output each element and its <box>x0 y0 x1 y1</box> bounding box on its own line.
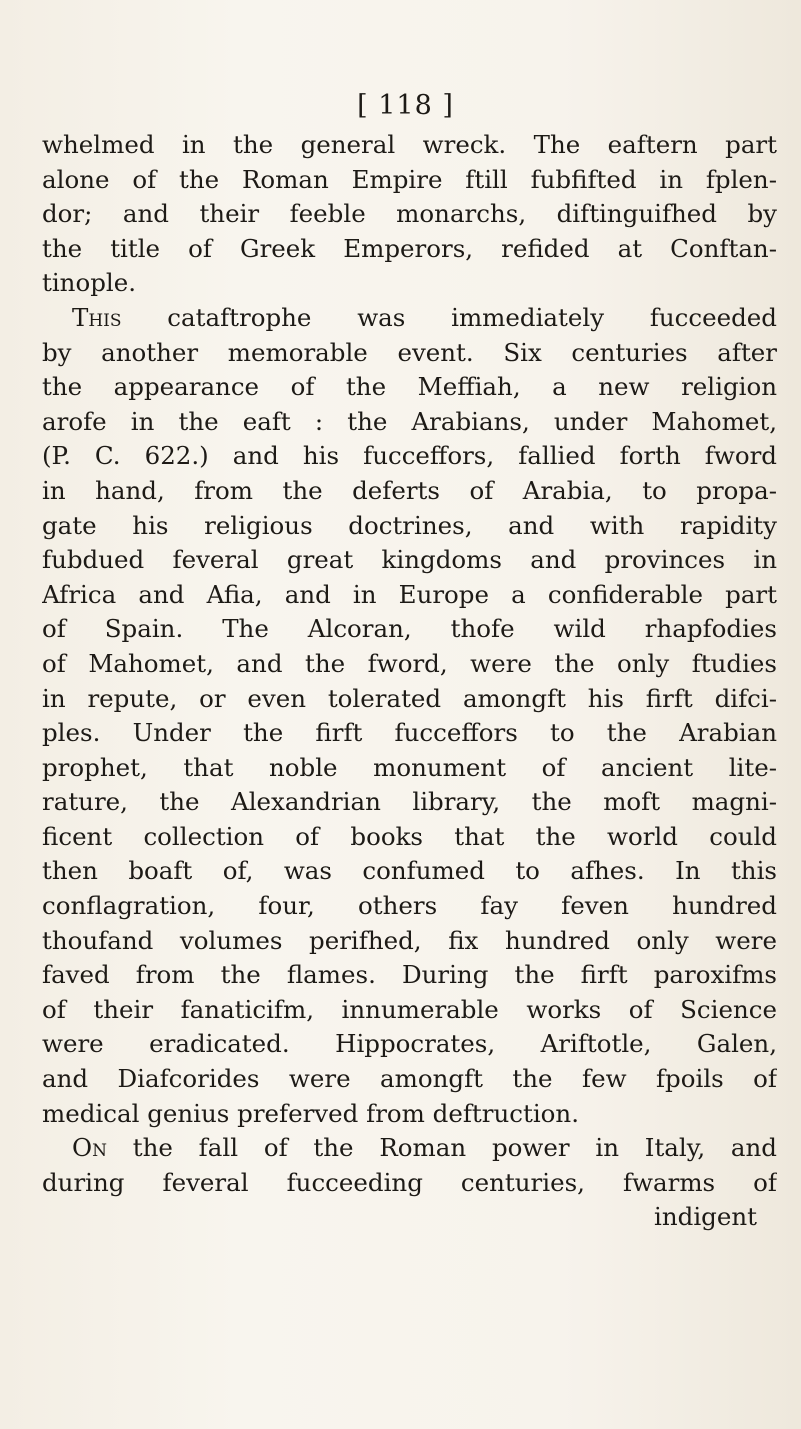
text-line: dor; and their feeble monarchs, diftinguifhed by <box>42 199 777 229</box>
text-line: Africa and Afia, and in Europe a confiderable part <box>42 579 777 609</box>
text-line: ples. Under the firft fucceffors to the Arabian <box>42 718 777 748</box>
text-line: whelmed in the general wreck. The eaftern part <box>42 130 777 159</box>
paragraph-lead-rest: the fall of the Roman power in Italy, and <box>106 1133 777 1163</box>
paragraph-lead-word: On <box>72 1133 107 1163</box>
text-line: faved from the flames. During the firft paroxifms <box>42 960 777 990</box>
text-line: rature, the Alexandrian library, the moft magni- <box>42 787 777 817</box>
paragraph-lead-word: This <box>72 302 122 332</box>
paragraph-start-line <box>42 1131 777 1166</box>
text-line: were eradicated. Hippocrates, Ariftotle, Galen, <box>42 1029 777 1059</box>
text-line: (P. C. 622.) and his fucceffors, fallied forth fword <box>42 441 777 471</box>
text-line: gate his religious doctrines, and with rapidity <box>42 510 777 540</box>
body-text <box>42 128 777 1235</box>
text-line: and Diafcorides were amongft the few fpoils of <box>42 1064 777 1094</box>
text-line: ficent collection of books that the world could <box>42 821 777 851</box>
paragraph-start-line <box>42 301 777 336</box>
catchword: indigent <box>654 1202 757 1232</box>
text-line: of Mahomet, and the fword, were the only ftudies <box>42 648 777 678</box>
text-line: during feveral fucceeding centuries, fwarms of <box>42 1167 777 1197</box>
text-line: tinople. <box>42 268 137 298</box>
page-number-header: [ 118 ] <box>357 90 454 121</box>
text-line: the title of Greek Emperors, refided at Conftan- <box>42 233 777 263</box>
text-line: the appearance of the Meffiah, a new religion <box>42 372 777 402</box>
text-line: by another memorable event. Six centuries after <box>42 337 777 367</box>
text-line: fubdued feveral great kingdoms and provinces in <box>42 545 777 575</box>
text-line: prophet, that noble monument of ancient lite- <box>42 752 777 782</box>
text-line: conflagration, four, others fay feven hundred <box>42 891 777 921</box>
text-line: arofe in the eaft : the Arabians, under Mahomet, <box>42 406 777 436</box>
text-line: medical genius preferved from deftruction. <box>42 1098 579 1128</box>
text-line: of their fanaticifm, innumerable works of Science <box>42 994 777 1024</box>
text-line: of Spain. The Alcoran, thofe wild rhapfodies <box>42 614 777 644</box>
text-line: thoufand volumes perifhed, fix hundred only were <box>42 925 777 955</box>
text-line: then boaft of, was confumed to afhes. In this <box>42 856 777 886</box>
text-line: in hand, from the deferts of Arabia, to propa- <box>42 475 777 505</box>
text-line: in repute, or even tolerated amongft his firft difci- <box>42 683 777 713</box>
paragraph-lead-rest: cataftrophe was immediately fucceeded <box>121 302 777 332</box>
text-line: alone of the Roman Empire ftill fubfifted in fplen- <box>42 164 777 194</box>
